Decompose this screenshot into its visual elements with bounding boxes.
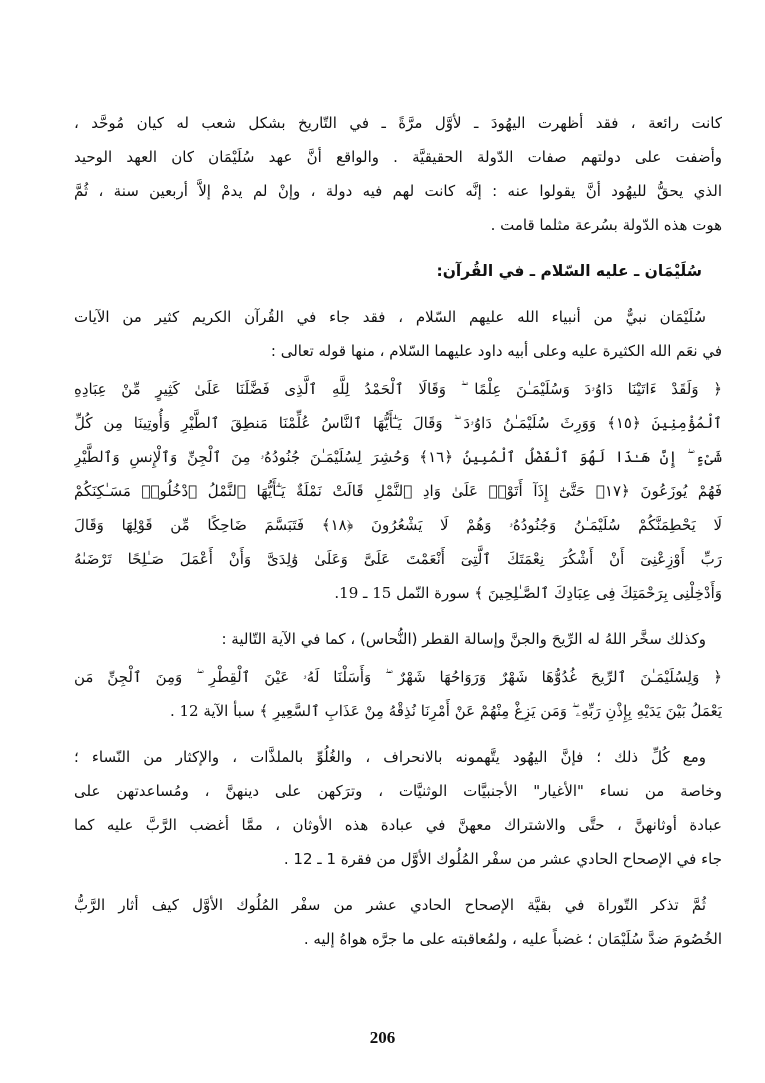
verse-line: وَأَدْخِلْنِى بِرَحْمَتِكَ فِى عِبَادِكَ ٱلصَّـٰلِحِينَ ﴾ سورة النّمل 15 ـ 19.: [334, 584, 722, 602]
verse-line: ٱلْمُؤْمِنِينَ ﴿١٥﴾ وَوَرِثَ سُلَيْمَـٰنُ دَاوُۥدَ ۖ وَقَالَ يَـٰٓأَيُّهَا ٱلنَّاسُ عُلِّمْنَا مَنطِقَ ٱلطَّيْرِ وَأُوتِينَا مِن كُلِّ: [74, 414, 722, 432]
quran-verse-naml: [74, 372, 722, 610]
paragraph-quran-intro: [74, 300, 722, 368]
quran-verse-saba: [74, 660, 722, 728]
paragraph-torah: [74, 888, 722, 956]
paragraph-intro: [74, 106, 722, 242]
text-line: وخاصة من نساء "الأغيار" الأجنبيَّات الوثنيَّات ، وترَكهن على دينهنَّ ، ومُساعدتهن على: [74, 782, 722, 800]
verse-line: شَىْءٍ ۖ إِنَّ هَـٰذَا لَهُوَ ٱلْفَضْلُ ٱلْمُبِينُ ﴿١٦﴾ وَحُشِرَ لِسُلَيْمَـٰنَ جُنُودُهُۥ مِنَ ٱلْجِنِّ وَٱلْإِنسِ وَٱلطَّيْرِ: [74, 448, 722, 466]
verse-line: ﴿ وَلِسُلَيْمَـٰنَ ٱلرِّيحَ غُدُوُّهَا شَهْرٌ وَرَوَاحُهَا شَهْرٌ ۖ وَأَسَلْنَا لَهُۥ عَيْنَ ٱلْقِطْرِ ۖ وَمِنَ ٱلْجِنِّ مَن: [74, 668, 722, 686]
page-number: 206: [369, 1028, 396, 1047]
text-line: كانت رائعة ، فقد أظهرت اليهُودَ ـ لأوَّل مرَّةً ـ في التّاريخ بشكل شعب له كيان مُوحَّد ،: [74, 114, 722, 132]
verse-line: لَا يَحْطِمَنَّكُمْ سُلَيْمَـٰنُ وَجُنُودُهُۥ وَهُمْ لَا يَشْعُرُونَ ﴿١٨﴾ فَتَبَسَّمَ ضَاحِكًا مِّن قَوْلِهَا وَقَالَ: [74, 516, 722, 534]
paragraph-wind: وكذلك سخَّر اللهُ له الرِّيحَ والجنَّ وإسالة القطر (النُّحاس) ، كما في الآية التّالية :: [221, 630, 706, 648]
text-line: ثُمَّ تذكر التّوراة في بقيَّة الإصحاح الحادي عشر من سفْر المُلُوك الأوَّل كيف أثار الرَّبُّ: [74, 896, 706, 914]
section-heading: سُلَيْمَان ـ عليه السّلام ـ في القُرآن:: [436, 262, 702, 280]
text-line: في نعَم الله الكثيرة عليه وعلى أبيه داود عليهما السّلام ، منها قوله تعالى :: [270, 342, 722, 360]
paragraph-accusations: [74, 740, 722, 876]
text-line: سُلَيْمَان نبيٌّ من أنبياء الله عليهم السّلام ، فقد جاء في القُرآن الكريم كثير من الآيات: [74, 308, 706, 326]
verse-line: فَهُمْ يُوزَعُونَ ﴿١٧﴾ حَتَّىٰٓ إِذَآ أَتَوْا۟ عَلَىٰ وَادِ ٱلنَّمْلِ قَالَتْ نَمْلَةٌ يَـٰٓأَيُّهَا ٱلنَّمْلُ ٱدْخُلُوا۟ مَسَـٰكِنَكُمْ: [74, 482, 722, 500]
text-line: الذي يحقُّ لليهُود أنَّ يقولوا عنه : إنَّه كانت لهم فيه دولة ، وإنْ لم يدمْ إلاَّ أربعين سنة ، ثُمَّ: [74, 182, 722, 200]
verse-line: يَعْمَلُ بَيْنَ يَدَيْهِ بِإِذْنِ رَبِّهِۦ ۖ وَمَن يَزِغْ مِنْهُمْ عَنْ أَمْرِنَا نُذِقْهُ مِنْ عَذَابِ ٱلسَّعِيرِ ﴾ سبأ الآية 12 .: [169, 702, 722, 720]
text-line: هوت هذه الدّولة بسُرعة مثلما قامت .: [490, 216, 722, 234]
verse-line: رَبِّ أَوْزِعْنِىٓ أَنْ أَشْكُرَ نِعْمَتَكَ ٱلَّتِىٓ أَنْعَمْتَ عَلَىَّ وَعَلَىٰ وَٰلِدَىَّ وَأَنْ أَعْمَلَ صَـٰلِحًا تَرْضَىٰهُ: [74, 550, 722, 568]
text-line: عبادة أوثانهنَّ ، حتَّى والاشتراك معهنَّ في عبادة هذه الأوثان ، ممَّا أغضب الرَّبَّ عليه كما: [74, 816, 722, 834]
text-line: ومع كُلِّ ذلك ؛ فإنَّ اليهُود يتَّهمونه بالانحراف ، والغُلُوِّ بالملذَّات ، والإكثار من النّساء ؛: [74, 748, 706, 766]
page-body: [74, 106, 722, 956]
verse-line: ﴿ وَلَقَدْ ءَاتَيْنَا دَاوُۥدَ وَسُلَيْمَـٰنَ عِلْمًا ۖ وَقَالَا ٱلْحَمْدُ لِلَّهِ ٱلَّذِى فَضَّلَنَا عَلَىٰ كَثِيرٍ مِّنْ عِبَادِهِ: [74, 380, 722, 398]
text-line: وأضفت على دولتهم صفات الدّولة الحقيقيَّة . والواقع أنَّ عهد سُلَيْمَان كان العهد الوحيد: [74, 148, 722, 166]
text-line: جاء في الإصحاح الحادي عشر من سفْر المُلُوك الأوَّل من فقرة 1 ـ 12 .: [283, 850, 722, 868]
text-line: الخُصُومَ ضدَّ سُلَيْمَان ؛ غضباً عليه ، ولمُعاقبته على ما جرَّه هواهُ إليه .: [303, 930, 722, 948]
